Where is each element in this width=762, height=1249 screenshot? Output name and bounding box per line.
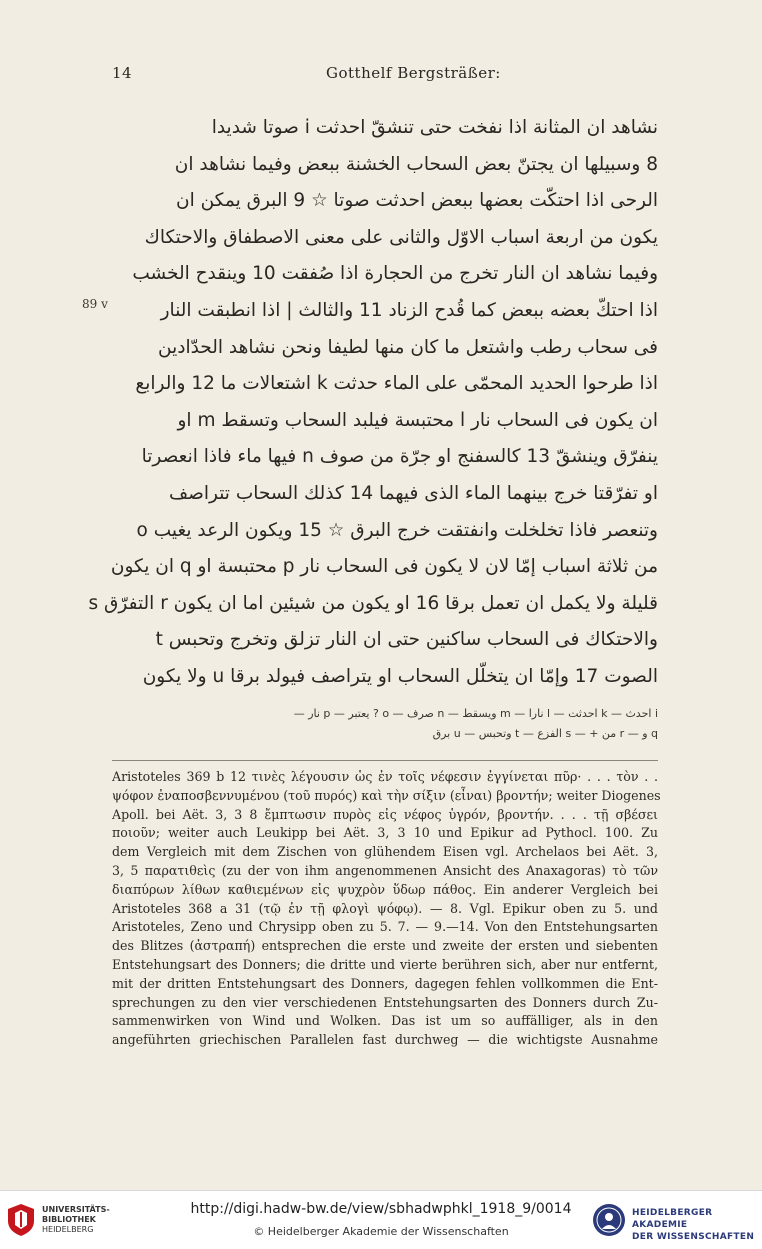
arabic-line: فى سحاب رطب واشتعل ما كان منها لطيفا ونحن نشاهد الحدّادين (157, 336, 658, 358)
commentary-line: sammenwirken von Wind und Wolken. Das ist um so auffälliger, als in den (112, 1013, 658, 1029)
commentary-block (112, 768, 661, 1050)
arabic-line: وفيما نشاهد ان النار تخرج من الحجارة اذا صُفقت 10 وينقدح الخشب (132, 263, 658, 285)
commentary-line: Aristoteles 368 a 31 (τῷ ἐν τῇ φλογὶ ψόφῳ). — 8. Vgl. Epikur oben zu 5. und (112, 900, 658, 916)
library-label-line: BIBLIOTHEK (42, 1215, 96, 1224)
viewer-footer (0, 1190, 762, 1249)
critical-apparatus (112, 704, 658, 744)
commentary-line: mit der dritten Entstehungsart des Donners, dagegen fehlen vollkommen die Ent- (112, 975, 658, 991)
commentary-line: ποιοῦν; weiter auch Leukipp bei Aët. 3, 3 10 und Epikur ad Pythocl. 100. Zu (112, 825, 658, 841)
library-label-line: UNIVERSITÄTS- (42, 1205, 110, 1214)
arabic-line: الصوت 17 وإمّا ان يتخلّل السحاب او يتراصف فيولد برقا u ولا يكون (142, 665, 658, 687)
arabic-line: والاحتكاك فى السحاب ساكنين حتى ان النار تزلق وتخرج وتحبس t (155, 629, 658, 651)
commentary-line: διαπύρων λίθων καθιεμένων εἰς ψυχρὸν ὕδωρ πάθος. Ein anderer Vergleich bei (112, 881, 658, 897)
academy-label (632, 1207, 762, 1243)
apparatus-line: i احدث — k احدثت — l نارا — m ويسقط — n صرف — o ? يعتبر — p نار — (293, 707, 658, 720)
commentary-line: Aristoteles 369 b 12 τινὲς λέγουσιν ὡς ἐν τοῖς νέφεσιν ἐγγίνεται πῦρ· . . . τὸν . . (112, 769, 658, 784)
arabic-line: اذا طرحوا الحديد المحمّى على الماء حدثت k اشتعالات ما 12 والرابع (135, 373, 658, 395)
commentary-line: dem Vergleich mit dem Zischen von glühendem Eisen vgl. Archelaos bei Aët. 3, (112, 844, 658, 860)
permalink-url[interactable]: http://digi.hadw-bw.de/view/sbhadwphkl_1918_9/0014 (190, 1201, 572, 1217)
academy-label-line: HEIDELBERGER AKADEMIE (632, 1208, 713, 1230)
running-header (112, 64, 652, 88)
arabic-line: او تفرّقتا خرج بينهما الماء الذى فيهما 14 كذلك السحاب تتراصف (169, 482, 658, 504)
academy-seal-icon[interactable] (592, 1203, 626, 1237)
arabic-line: نشاهد ان المثانة اذا نفخت حتى تنشقّ احدثت i صوتا شديدا (211, 117, 658, 138)
commentary-line: angeführten griechischen Parallelen fast durchweg — die wichtigste Ausnahme (112, 1032, 658, 1048)
commentary-line: des Blitzes (ἀστραπή) entsprechen die erste und zweite der ersten und siebenten (112, 938, 658, 954)
arabic-line: وتنعصر فاذا تخلخلت وانفتقت خرج البرق ☆ 15 ويكون الرعد يغيب o (136, 519, 658, 541)
arabic-line: ان يكون فى السحاب نار l محتبسة فيلبد السحاب وتسقط m او (177, 409, 658, 431)
arabic-line: من ثلاثة اسباب إمّا لان لا يكون فى السحاب نار p محتبسة او q ان يكون (110, 556, 658, 578)
arabic-line: ينفرّق وينشقّ 13 كالسفنج او جرّة من صوف n فيها ماء فاذا انعصرتا (141, 446, 658, 468)
copyright-notice: © Heidelberger Akademie der Wissenschaften (253, 1225, 509, 1238)
academy-label-line: DER WISSENSCHAFTEN (632, 1232, 755, 1242)
arabic-line: اذا احتكّ بعضه ببعض كما قُدح الزناد 11 والثالث | اذا انطبقت النار (160, 299, 658, 321)
apparatus-line: q و — r من + — s الفزع — t وتحبس — u برق (432, 727, 658, 740)
page-number: 14 (112, 64, 133, 82)
running-title: Gotthelf Bergsträßer: (326, 64, 501, 82)
arabic-line: يكون من اربعة اسباب الاوّل والثانى على معنى الاصطفاق والاحتكاك (144, 226, 658, 248)
commentary-line: Entstehungsart des Donners; die dritte und vierte berühren sich, aber nur entfernt, (112, 956, 658, 972)
commentary-line: 3, 5 παρατιθεὶς (zu der von ihm angenommenen Ansicht des Anaxagoras) τὸ τῶν (112, 862, 658, 878)
arabic-line: الرحى اذا احتكّت بعضها ببعض احدثت صوتا ☆ 9 البرق يمكن ان (175, 190, 658, 212)
arabic-line: قليلة ولا يكمل ان تعمل برقا 16 او يكون من شيئين اما ان يكون r التفرّق s (88, 592, 658, 614)
arabic-line: 8 وسبيلها ان يجتنّ بعض السحاب الخشنة ببعض وفيما نشاهد ان (174, 153, 658, 175)
margin-folio-note: 89 v (82, 297, 108, 311)
separator-rule (112, 760, 658, 761)
commentary-line: sprechungen zu den vier verschiedenen Entstehungsarten des Donners durch Zu- (112, 994, 658, 1010)
commentary-line: ψόφον ἐναποσβεννυμένου (τοῦ πυρός) καὶ τὴν σίξιν (εἶναι) βροντήν; weiter Diogenes (112, 787, 661, 803)
commentary-line: Aristoteles, Zeno und Chrysipp oben zu 5. 7. — 9.—14. Von den Entstehungsarten (112, 919, 658, 935)
library-label-line: HEIDELBERG (42, 1225, 94, 1234)
commentary-line: Apoll. bei Aët. 3, 3 8 ἔμπτωσιν πυρὸς εἰς νέφος ὑγρόν, βροντήν. . . . τῇ σβέσει (112, 806, 658, 822)
